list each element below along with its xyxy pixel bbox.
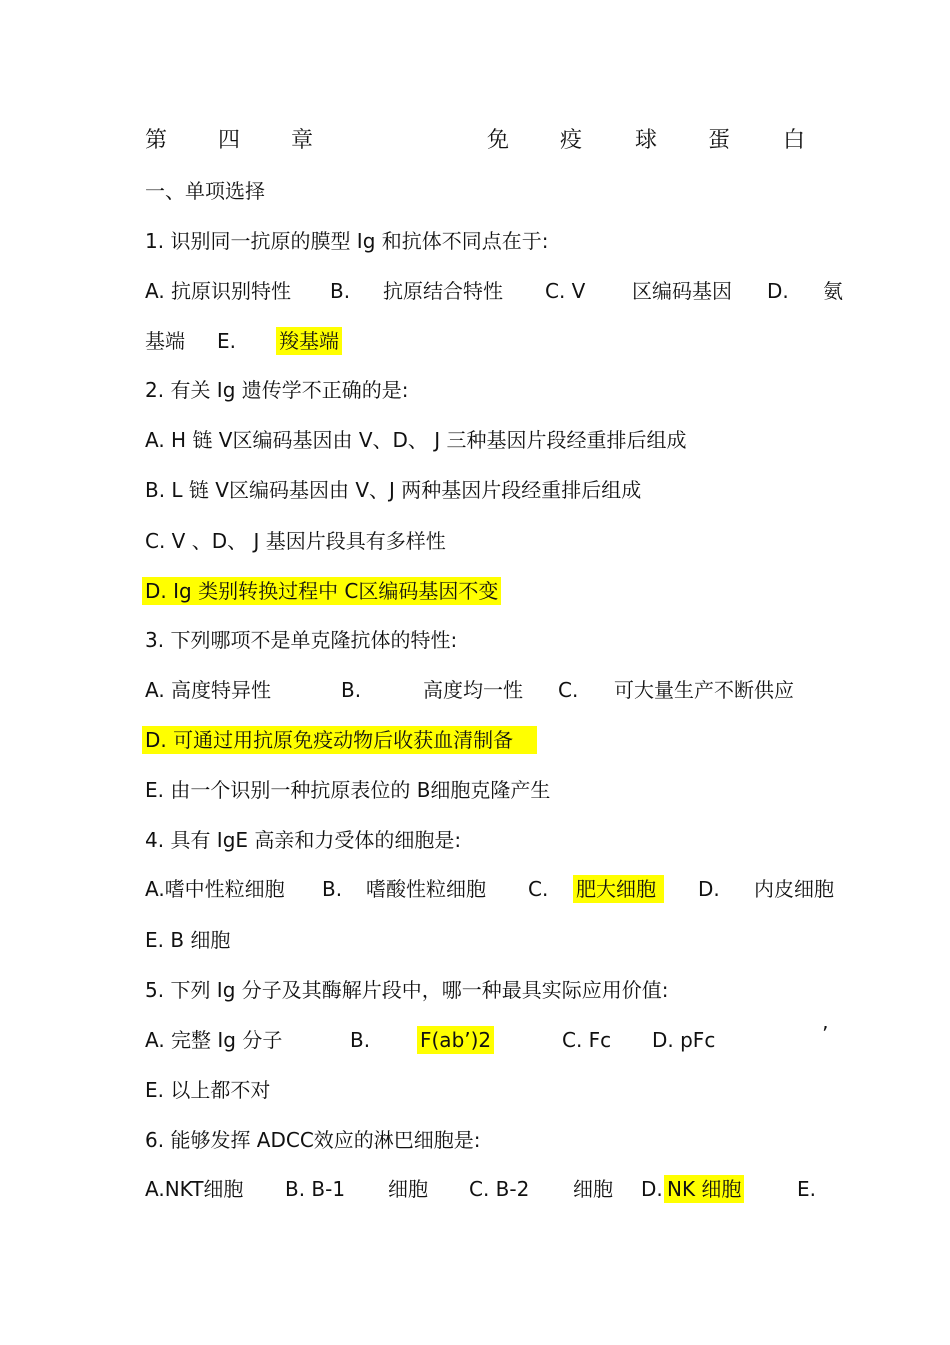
title-char: 疫: [560, 128, 583, 153]
q1-option-d-text: 氨: [823, 279, 843, 303]
q1-option-c-text: 区编码基因: [632, 279, 732, 303]
q3-option-b-text: 高度均一性: [423, 678, 523, 702]
q3-option-a: A. 高度特异性: [145, 678, 272, 702]
q1-option-e-letter: E.: [217, 329, 236, 353]
q5-answer-highlight: F(ab’)2: [417, 1026, 494, 1054]
q6-option-a: A.NKT细胞: [145, 1177, 244, 1201]
question-6-options: [0, 1175, 950, 1203]
q1-answer-highlight: 羧基端: [276, 327, 342, 355]
q2-option-a: A. H 链 V区编码基因由 V、D、 J 三种基因片段经重排后组成: [145, 428, 687, 452]
q1-option-c-letter: C. V: [545, 279, 586, 303]
title-char: 球: [635, 128, 658, 153]
q5-option-d: D. pFc: [652, 1028, 716, 1052]
question-6-stem: 6. 能够发挥 ADCC效应的淋巴细胞是:: [145, 1128, 481, 1152]
q4-option-b-text: 嗜酸性粒细胞: [366, 877, 486, 901]
q5-option-c: C. Fc: [562, 1028, 612, 1052]
question-3-stem: 3. 下列哪项不是单克隆抗体的特性:: [145, 628, 458, 652]
q6-option-d-letter: D.: [641, 1177, 663, 1201]
q4-option-b-letter: B.: [322, 877, 343, 901]
q1-option-d-letter: D.: [767, 279, 789, 303]
title-char: 蛋: [708, 128, 731, 153]
q2-option-c: C. V 、D、 J 基因片段具有多样性: [145, 529, 446, 553]
title-char: 四: [218, 128, 241, 153]
q1-option-a: A. 抗原识别特性: [145, 279, 292, 303]
q6-option-b-text: 细胞: [388, 1177, 428, 1201]
q3-answer-highlight: D. 可通过用抗原免疫动物后收获血清制备: [142, 726, 537, 754]
q6-option-c-letter: C. B-2: [469, 1177, 530, 1201]
q1-option-b-text: 抗原结合特性: [383, 279, 503, 303]
q4-option-d-letter: D.: [698, 877, 720, 901]
q5-option-e: E. 以上都不对: [145, 1078, 271, 1102]
q6-option-b-letter: B. B-1: [285, 1177, 346, 1201]
title-char: 第: [145, 128, 168, 153]
question-4-options: [0, 875, 950, 903]
q3-option-c-text: 可大量生产不断供应: [614, 678, 794, 702]
chapter-title: [0, 127, 950, 157]
q6-option-e-letter: E.: [797, 1177, 816, 1201]
title-char: 免: [487, 128, 510, 153]
q4-option-d-text: 内皮细胞: [754, 877, 834, 901]
q1-option-d-cont: 基端: [145, 329, 185, 353]
q3-option-b-letter: B.: [341, 678, 362, 702]
question-5-stem: 5. 下列 Ig 分子及其酶解片段中，哪一种最具实际应用价值:: [145, 978, 669, 1002]
question-3-options: [0, 676, 950, 704]
question-1-options-cont: [0, 327, 950, 355]
q6-option-c-text: 细胞: [573, 1177, 613, 1201]
stray-mark: ’: [822, 1022, 829, 1046]
question-5-options: [0, 1022, 950, 1054]
q4-option-c-letter: C.: [528, 877, 549, 901]
section-heading: 一、单项选择: [145, 179, 265, 203]
title-char: 章: [291, 128, 314, 153]
q4-answer-highlight: 肥大细胞: [573, 875, 664, 903]
question-1-options: [0, 277, 950, 305]
q5-option-b-letter: B.: [350, 1028, 371, 1052]
question-1-stem: 1. 识别同一抗原的膜型 Ig 和抗体不同点在于:: [145, 229, 549, 253]
q3-option-e: E. 由一个识别一种抗原表位的 B细胞克隆产生: [145, 778, 551, 802]
q4-option-a: A.嗜中性粒细胞: [145, 877, 285, 901]
q3-option-c-letter: C.: [558, 678, 579, 702]
q2-answer-highlight: D. Ig 类别转换过程中 C区编码基因不变: [142, 577, 501, 605]
question-2-stem: 2. 有关 Ig 遗传学不正确的是:: [145, 378, 409, 402]
q1-option-b-letter: B.: [330, 279, 351, 303]
q2-option-b: B. L 链 V区编码基因由 V、J 两种基因片段经重排后组成: [145, 478, 642, 502]
q5-option-a: A. 完整 Ig 分子: [145, 1028, 283, 1052]
title-char: 白: [783, 128, 806, 153]
q4-option-e: E. B 细胞: [145, 928, 231, 952]
q6-answer-highlight: NK 细胞: [664, 1175, 744, 1203]
question-4-stem: 4. 具有 IgE 高亲和力受体的细胞是:: [145, 828, 462, 852]
